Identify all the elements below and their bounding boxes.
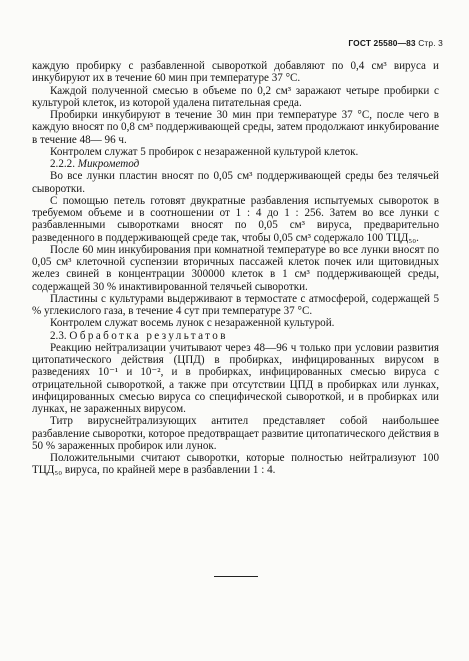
standard-number: ГОСТ 25580—83 [348, 38, 416, 48]
paragraph: Контролем служат 5 пробирок с незараженной культурой клеток. [50, 145, 359, 158]
paragraph: Реакцию нейтрализации учитывают через 48—96 ч только при условии развития цитопатического действия (ЦПД) в пробирках, инфицированных вирусом в разведениях 10⁻¹ и 10⁻², и в пробирках, инфицированных смесью вируса с отрицательной сывороткой, а также при отсутствии ЦПД в пробирках или лунках, инфицированных смесью вируса со специфической сывороткой, и в пробирках или лунках, не зараженных вирусом. [32, 341, 439, 415]
section-heading-micromethod [32, 158, 439, 170]
section-number: 2.3. [50, 329, 67, 342]
document-body [32, 60, 439, 477]
paragraph: Каждой полученной смесью в объеме по 0,2 см³ заражают четыре пробирки с культурой клеток, из которой удалена питательная среда. [32, 84, 439, 109]
section-title: Микрометод [77, 158, 140, 170]
paragraph: Контролем служат восемь лунок с незараженной культурой. [50, 317, 335, 330]
paragraph: Пробирки инкубируют в течение 30 мин при температуре 37 °С, после чего в каждую вносят по 0,8 см³ поддерживающей среды, затем продолжают инкубирование в течение 48— 96 ч. [32, 109, 439, 146]
end-rule [214, 576, 258, 577]
paragraph: С помощью петель готовят двукратные разбавления испытуемых сывороток в требуемом объеме и в соотношении от 1 : 4 до 1 : 256. Затем во все лунки с разбавленными сыворотками вносят по 0,05 см³ вируса, предварительно разведенного в поддерживающей среде так, чтобы 0,05 см³ содержало 100 ТЦД₅₀. [32, 194, 439, 244]
section-title: Обработка результатов [69, 329, 228, 342]
paragraph: Во все лунки пластин вносят по 0,05 см³ поддерживающей среды без телячьей сыворотки. [32, 170, 439, 195]
section-heading-results [32, 330, 439, 342]
page-header [348, 38, 443, 48]
paragraph: Пластины с культурами выдерживают в термостате с атмосферой, содержащей 5 % углекислого газа, в течение 4 сут при температуре 37 °С. [32, 292, 439, 317]
paragraph: каждую пробирку с разбавленной сывороткой добавляют по 0,4 см³ вируса и инкубируют их в течение 60 мин при температуре 37 °С. [32, 60, 439, 85]
paragraph: После 60 мин инкубирования при комнатной температуре во все лунки вносят по 0,05 см³ клеточной суспензии вторичных пассажей клеток почек или щитовидных желез свиней в концентрации 300000 клеток в 1 см³ поддерживающей среды, содержащей 30 % инактивированной телячьей сыворотки. [32, 243, 439, 293]
paragraph: Положительными считают сыворотки, которые полностью нейтрализуют 100 ТЦД₅₀ вируса, по крайней мере в разбавлении 1 : 4. [32, 452, 439, 477]
paragraph: Титр вируснейтрализующих антител представляет собой наибольшее разбавление сыворотки, которое предотвращает развитие цитопатического действия в 50 % зараженных пробирок или лунок. [32, 415, 439, 452]
section-number: 2.2.2. [50, 158, 75, 170]
page-number: Стр. 3 [418, 38, 443, 48]
